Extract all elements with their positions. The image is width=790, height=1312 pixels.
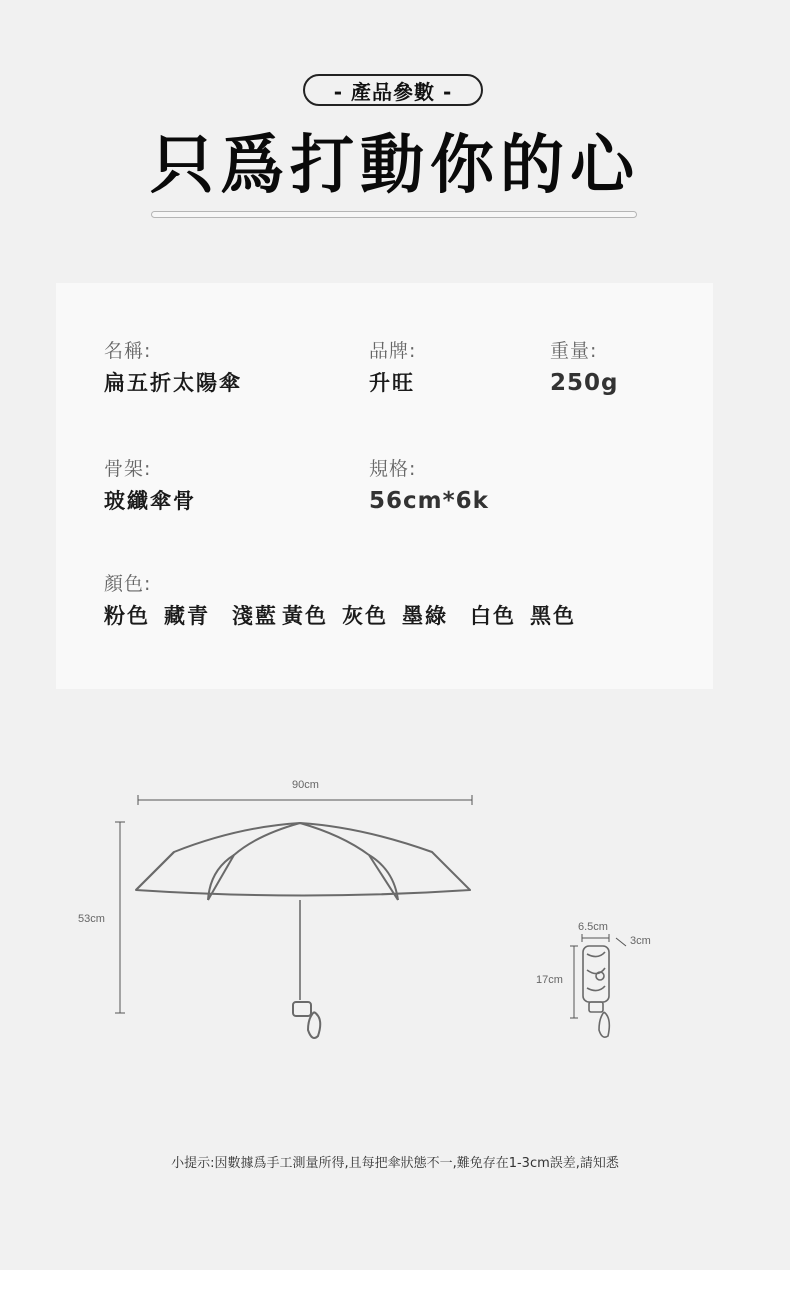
spec-name [104, 338, 242, 400]
folded-length-label: 17cm [536, 974, 563, 986]
spec-weight-label: 重量: [550, 340, 598, 362]
color-option: 黑色 [530, 604, 576, 628]
spec-name-label: 名稱: [104, 340, 152, 362]
spec-weight [550, 338, 618, 400]
folded-umbrella-icon [583, 946, 609, 1037]
color-option: 粉色 [104, 604, 150, 628]
color-option: 藏青 [164, 604, 210, 628]
spec-size-label: 規格: [369, 458, 417, 480]
folded-width-dimension [582, 934, 609, 942]
color-options [104, 599, 590, 633]
spec-frame-label: 骨架: [104, 458, 152, 480]
color-option: 淺藍 [232, 604, 278, 628]
height-dimension [115, 822, 125, 1013]
spec-name-value: 扁五折太陽傘 [104, 371, 242, 395]
spec-color [104, 571, 590, 633]
width-label: 90cm [292, 779, 319, 791]
section-tag: - 產品參數 - [303, 74, 483, 106]
spec-frame-value: 玻纖傘骨 [104, 489, 196, 513]
color-option: 黃色 [282, 604, 328, 628]
folded-depth-dimension [616, 938, 626, 946]
color-option: 墨綠 [402, 604, 448, 628]
height-label: 53cm [78, 913, 105, 925]
color-option: 灰色 [342, 604, 388, 628]
spec-brand [369, 338, 416, 400]
spec-size [369, 456, 489, 518]
spec-card [56, 283, 713, 689]
measurement-note: 小提示:因數據爲手工測量所得,且每把傘狀態不一,難免存在1-3cm誤差,請知悉 [171, 1156, 619, 1171]
open-umbrella-icon [136, 823, 470, 1038]
width-dimension [138, 795, 472, 805]
spec-size-value: 56cm*6k [369, 488, 489, 514]
folded-length-dimension [570, 946, 578, 1018]
spec-brand-value: 升旺 [369, 371, 415, 395]
folded-width-label: 6.5cm [578, 921, 608, 933]
spec-frame [104, 456, 196, 518]
umbrella-diagram [42, 700, 722, 1110]
spec-color-label: 顏色: [104, 573, 152, 595]
spec-brand-label: 品牌: [369, 340, 417, 362]
spec-weight-value: 250g [550, 370, 619, 396]
page-headline: 只爲打動你的心 [150, 129, 640, 203]
color-option: 白色 [470, 604, 516, 628]
folded-depth-label: 3cm [630, 935, 651, 947]
headline-divider [151, 211, 637, 218]
